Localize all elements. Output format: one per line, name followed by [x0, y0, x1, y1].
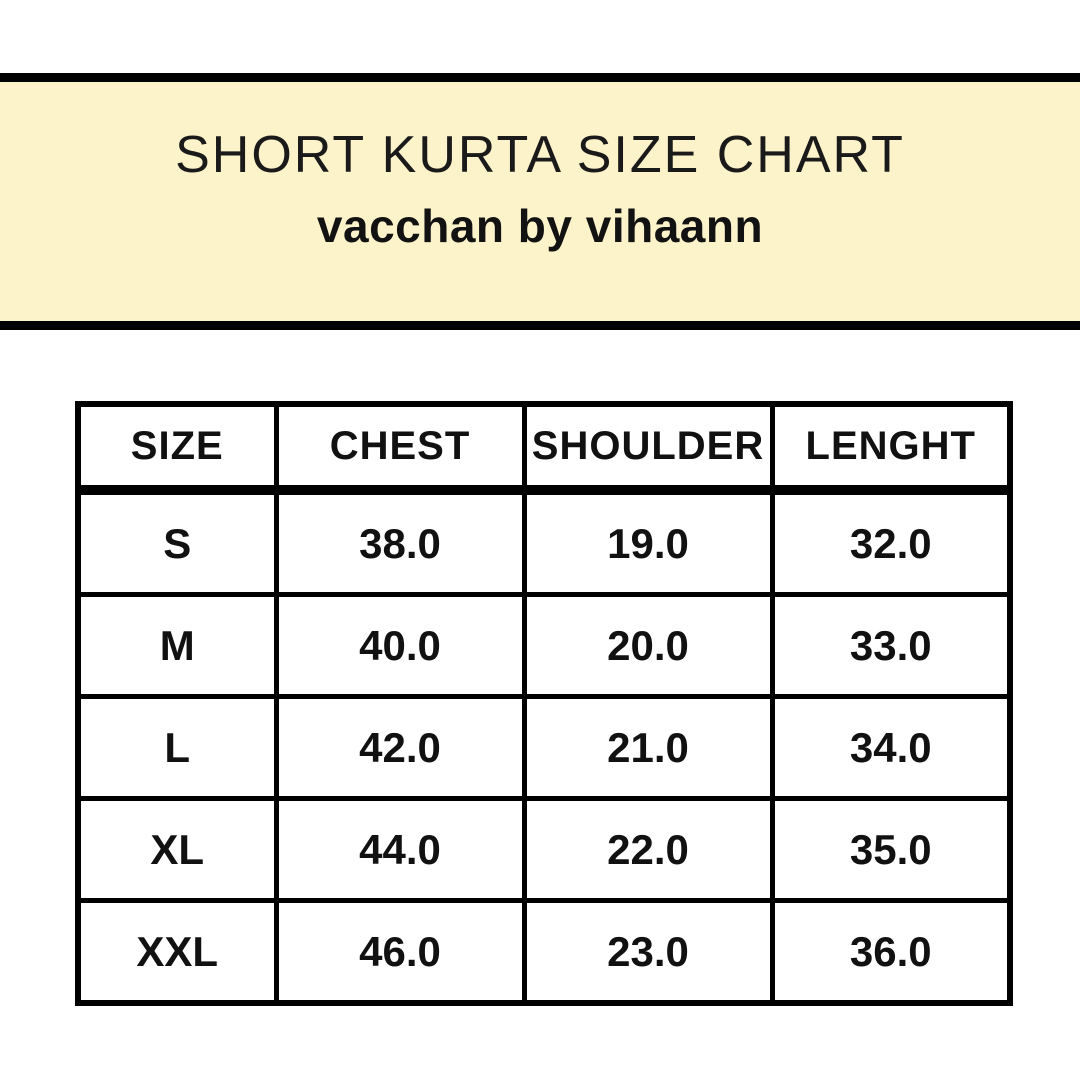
column-header-lenght: LENGHT: [772, 404, 1010, 490]
bottom-divider-bar: [0, 321, 1080, 330]
lenght-cell: 36.0: [772, 901, 1010, 1004]
table-row: [78, 490, 1010, 595]
lenght-cell: 32.0: [772, 490, 1010, 595]
table-row: [78, 595, 1010, 697]
column-header-chest: CHEST: [276, 404, 524, 490]
chest-cell: 46.0: [276, 901, 524, 1004]
lenght-cell: 34.0: [772, 697, 1010, 799]
shoulder-cell: 20.0: [524, 595, 772, 697]
table-row: [78, 901, 1010, 1004]
size-chart-table: [75, 401, 1013, 1006]
column-header-size: SIZE: [78, 404, 276, 490]
size-cell: M: [78, 595, 276, 697]
chest-cell: 44.0: [276, 799, 524, 901]
table-row: [78, 697, 1010, 799]
brand-name: vacchan by vihaann: [316, 199, 764, 252]
chest-cell: 40.0: [276, 595, 524, 697]
shoulder-cell: 21.0: [524, 697, 772, 799]
lenght-cell: 35.0: [772, 799, 1010, 901]
chart-title: SHORT KURTA SIZE CHART: [175, 125, 905, 184]
top-divider-bar: [0, 73, 1080, 82]
shoulder-cell: 23.0: [524, 901, 772, 1004]
chest-cell: 42.0: [276, 697, 524, 799]
size-cell: S: [78, 490, 276, 595]
size-cell: XL: [78, 799, 276, 901]
column-header-shoulder: SHOULDER: [524, 404, 772, 490]
header-row: [78, 404, 1010, 490]
size-cell: L: [78, 697, 276, 799]
shoulder-cell: 22.0: [524, 799, 772, 901]
header-banner: [0, 82, 1080, 321]
shoulder-cell: 19.0: [524, 490, 772, 595]
chest-cell: 38.0: [276, 490, 524, 595]
size-cell: XXL: [78, 901, 276, 1004]
lenght-cell: 33.0: [772, 595, 1010, 697]
size-chart-table-container: [75, 401, 1013, 1006]
table-row: [78, 799, 1010, 901]
